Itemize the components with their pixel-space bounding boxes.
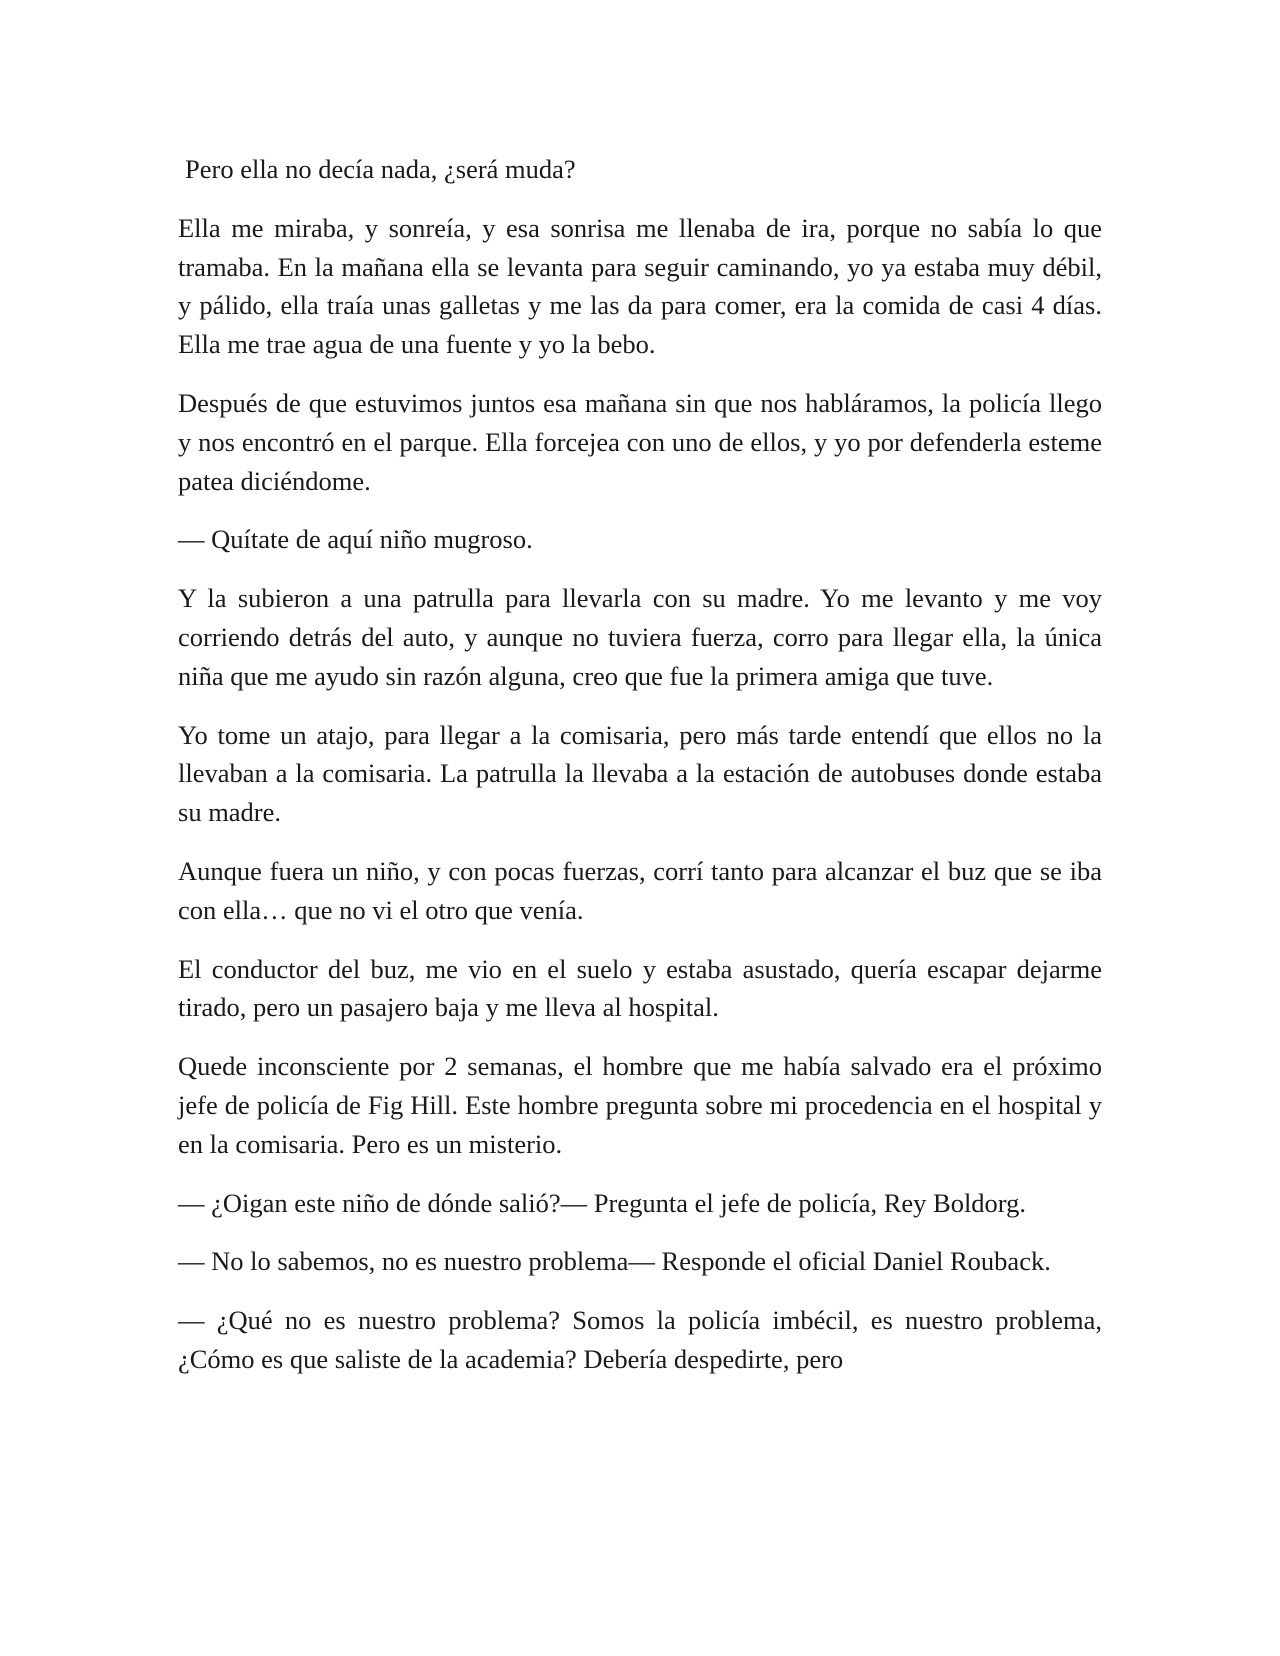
paragraph: Y la subieron a una patrulla para llevarla con su madre. Yo me levanto y me voy corriendo detrás del auto, y aunque no tuviera fuerza, corro para llegar ella, la única niña que me ayudo sin razón alguna, creo que fue la primera amiga que tuve. (178, 583, 1102, 691)
paragraph: Después de que estuvimos juntos esa mañana sin que nos habláramos, la policía llego y nos encontró en el parque. Ella forcejea con uno de ellos, y yo por defenderla esteme patea diciéndome. (178, 387, 1102, 496)
paragraph: Quede inconsciente por 2 semanas, el hombre que me había salvado era el próximo jefe de policía de Fig Hill. Este hombre pregunta sobre mi procedencia en el hospital y en la comisaria. Pero es un misterio. (178, 1051, 1102, 1159)
paragraph: Pero ella no decía nada, ¿será muda? (185, 154, 576, 184)
dialogue-line: — ¿Oigan este niño de dónde salió?— Pregunta el jefe de policía, Rey Boldorg. (178, 1187, 1027, 1218)
paragraph: Yo tome un atajo, para llegar a la comisaria, pero más tarde entendí que ellos no la llevaban a la comisaria. La patrulla la llevaba a la estación de autobuses donde estaba su madre. (178, 719, 1102, 828)
paragraph: Aunque fuera un niño, y con pocas fuerzas, corrí tanto para alcanzar el buz que se iba con ella… que no vi el otro que venía. (178, 855, 1102, 925)
dialogue-line: — Quítate de aquí niño mugroso. (178, 524, 533, 555)
document-page (178, 150, 1102, 1399)
dialogue-line: — ¿Qué no es nuestro problema? Somos la policía imbécil, es nuestro problema, ¿Cómo es que saliste de la academia? Debería despedirte, pero (178, 1305, 1102, 1374)
paragraph: Ella me miraba, y sonreía, y esa sonrisa me llenaba de ira, porque no sabía lo que tramaba. En la mañana ella se levanta para seguir caminando, yo ya estaba muy débil, y pálido, ella traía unas galletas y me las da para comer, era la comida de casi 4 días. Ella me trae agua de una fuente y yo la bebo. (178, 212, 1102, 360)
dialogue-line: — No lo sabemos, no es nuestro problema— Responde el oficial Daniel Rouback. (178, 1246, 1051, 1277)
paragraph: El conductor del buz, me vio en el suelo y estaba asustado, quería escapar dejarme tirado, pero un pasajero baja y me lleva al hospital. (178, 953, 1102, 1023)
